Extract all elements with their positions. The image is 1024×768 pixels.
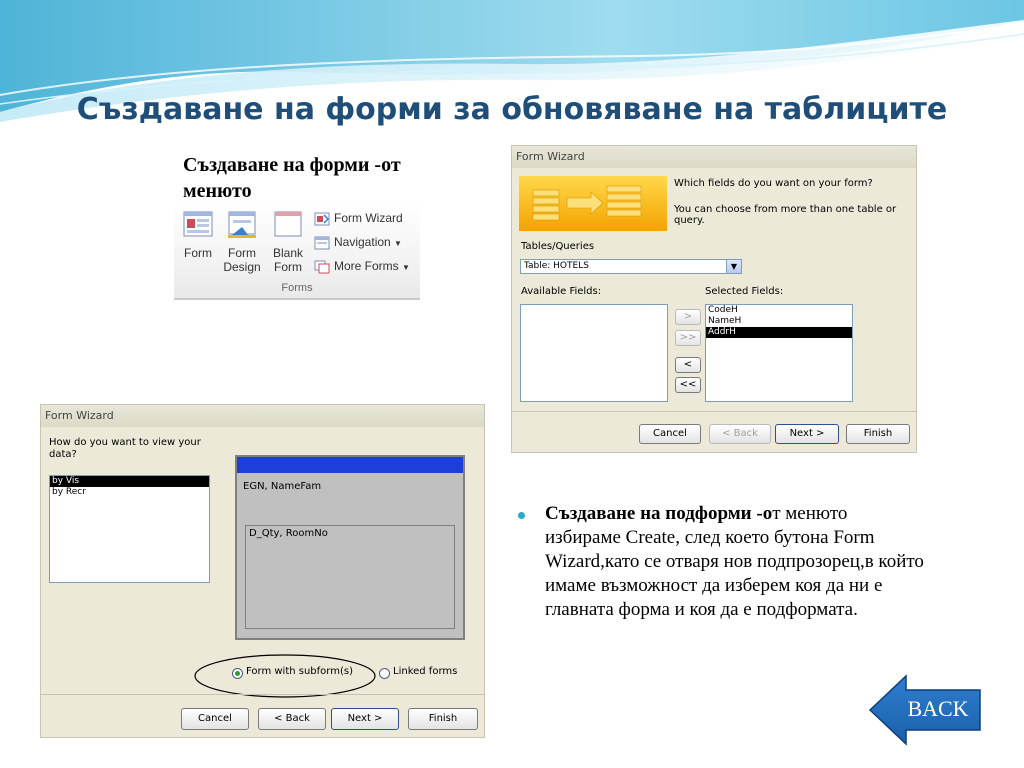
bullet-text: т менюто избираме Create, след което бутона Form Wizard,като се отваря нов подпрозорец,в който имаме възможност да изберем коя да ни е главната форма и коя да е подформата. [545,503,924,620]
wizard-question: Which fields do you want on your form? [674,178,873,189]
dialog-divider [512,411,916,412]
view-option-item[interactable]: by Vis [50,476,209,487]
back-wizard-button[interactable]: < Back [258,708,326,730]
available-fields-list[interactable] [520,304,668,402]
cancel-button[interactable]: Cancel [639,424,701,444]
preview-title-bar [237,457,463,473]
dialog-divider [41,694,484,695]
selected-fields-list[interactable] [705,304,853,402]
cancel-button[interactable]: Cancel [181,708,249,730]
bullet-dot [518,512,525,519]
form-wizard-icon [314,212,330,226]
wizard-banner-icon [519,176,667,231]
more-forms-label: More Forms [334,259,399,273]
bullet-bold-text: Създаване на подформи -о [545,503,773,524]
navigation-label: Navigation [334,235,391,249]
navigation-dropdown-icon: ▼ [394,239,402,248]
selected-field-item[interactable]: AddrH [706,327,852,338]
slide-title: Създаване на форми за обновяване на таблиците [76,92,948,127]
ribbon-forms-group [174,203,420,300]
back-label: BACK [907,696,969,721]
back-wizard-button[interactable]: < Back [709,424,771,444]
view-option-item[interactable]: by Recr [52,487,86,497]
more-forms-button[interactable] [314,257,410,275]
form-design-button[interactable] [220,209,264,274]
wizard-hint: You can choose from more than one table or query. [674,204,897,226]
form-design-label: Form Design [223,246,261,274]
form-wizard-label: Form Wizard [334,211,403,225]
finish-button[interactable]: Finish [408,708,478,730]
available-fields-label: Available Fields: [521,286,602,297]
move-all-button[interactable]: >> [675,330,701,346]
navigation-icon [314,236,330,250]
form-icon [182,209,214,239]
more-forms-icon [314,260,330,274]
form-label: Form [184,246,212,260]
more-forms-dropdown-icon: ▼ [402,263,410,272]
dialog-title: Form Wizard [41,405,484,427]
view-options-list[interactable] [49,475,210,583]
form-design-icon [226,209,258,239]
form-button[interactable] [178,209,218,260]
selected-fields-label: Selected Fields: [705,286,784,297]
menu-heading: Създаване на форми -от менюто [183,154,401,202]
move-one-button[interactable]: > [675,309,701,325]
back-slide-button[interactable] [868,674,983,746]
linked-forms-radio[interactable] [379,668,390,679]
dialog-title: Form Wizard [512,146,916,168]
ribbon-group-label: Forms [281,282,313,294]
navigation-button[interactable] [314,233,402,251]
chevron-down-icon[interactable]: ▼ [726,260,741,273]
preview-sub-fields: D_Qty, RoomNo [249,528,328,539]
bullet-paragraph [545,502,925,622]
preview-main-fields: EGN, NameFam [243,481,322,492]
tables-queries-value: Table: HOTELS [524,261,589,271]
selected-field-item[interactable]: CodeH [708,305,738,315]
form-wizard-fields-dialog [511,145,917,453]
next-button[interactable]: Next > [331,708,399,730]
tables-queries-label: Tables/Queries [521,241,595,252]
preview-subform [245,525,455,629]
linked-forms-label: Linked forms [393,666,458,677]
view-question: How do you want to view your data? [49,437,201,460]
blank-form-label: Blank Form [272,246,304,274]
finish-button[interactable]: Finish [846,424,910,444]
form-preview [235,455,465,640]
remove-all-button[interactable]: << [675,377,701,393]
form-wizard-view-dialog [40,404,485,738]
form-with-subforms-label: Form with subform(s) [246,666,353,677]
selected-field-item[interactable]: NameH [708,316,742,326]
blank-form-button[interactable] [268,209,308,274]
remove-one-button[interactable]: < [675,357,701,373]
tables-queries-select[interactable] [520,259,742,274]
blank-form-icon [272,209,304,239]
next-button[interactable]: Next > [775,424,839,444]
form-wizard-button[interactable] [314,209,403,227]
form-with-subforms-radio[interactable] [232,668,243,679]
